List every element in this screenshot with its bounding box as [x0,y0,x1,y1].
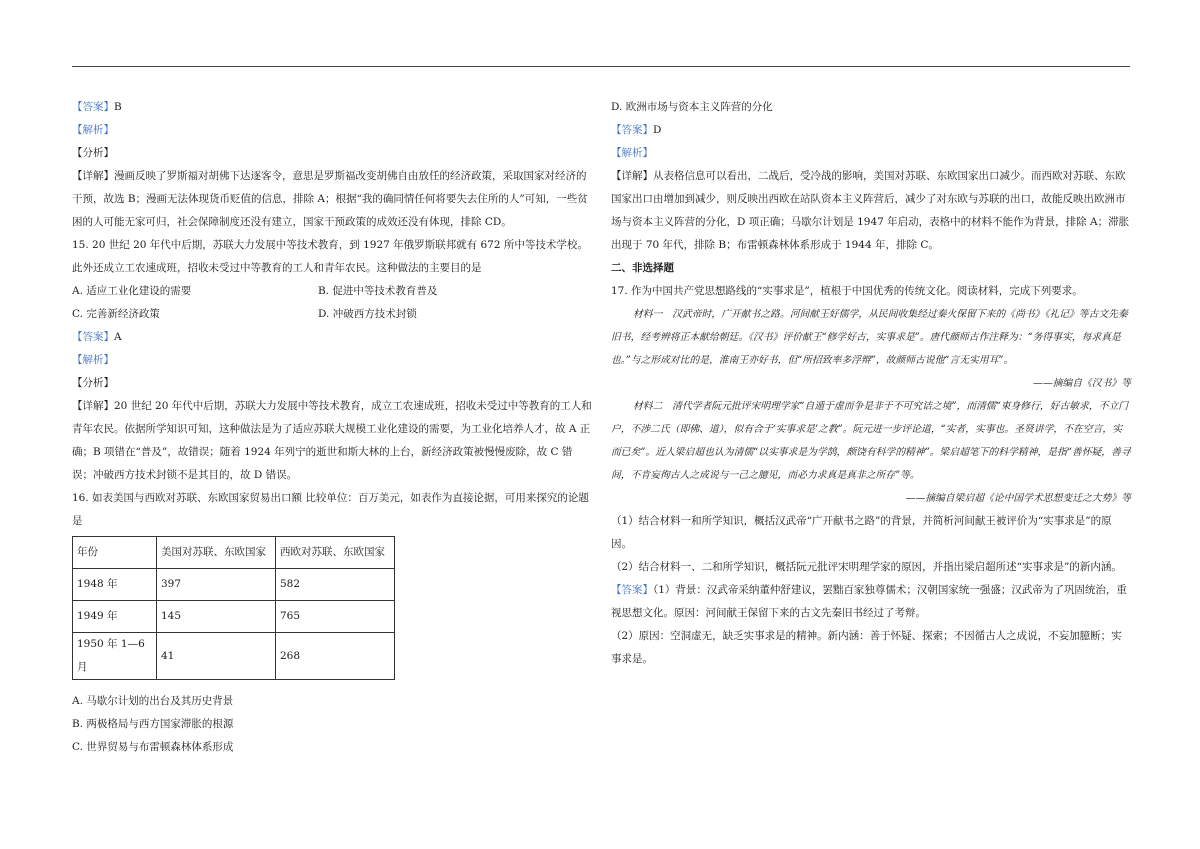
table-row [73,569,395,601]
q15-stem: 15. 20 世纪 20 年代中后期，苏联大力发展中等技术教育，到 1927 年俄罗斯联邦就有 672 所中等技术学校。此外还成立工农速成班，招收未受过中等教育的工人和青年农民。这种做法的主要目的是 [72,239,588,274]
table-header: 西欧对苏联、东欧国家 [276,537,395,569]
table-cell: 145 [157,601,276,633]
q15-option-d: D. 冲破西方技术封锁 [318,308,417,320]
q15-option-c: C. 完善新经济政策 [72,308,160,320]
q17-answer-1: 【答案】（1）背景：汉武帝采纳董仲舒建议，罢黜百家独尊儒术；汉朝国家统一强盛；汉武帝为了巩固统治，重视思想文化。原因：河间献王保留下来的古文先秦旧书经过了考辩。 [611,584,1127,619]
table-cell: 1950 年 1—6 月 [73,633,157,680]
q17-question-2: （2）结合材料一、二和所学知识，概括阮元批评宋明理学家的原因，并指出梁启超所述“实事求是”的新内涵。 [611,561,1122,573]
trade-table [72,536,395,680]
q17-question-1: （1）结合材料一和所学知识，概括汉武帝“广开献书之路”的背景，并简析河间献王被评价为“实事求是”的原因。 [611,515,1112,550]
left-column [72,96,592,759]
q15-options-row2 [72,303,592,326]
table-cell: 397 [157,569,276,601]
table-cell: 1948 年 [73,569,157,601]
q16-stem: 16. 如表美国与西欧对苏联、东欧国家贸易出口额 比较单位：百万美元，如表作为直接论据，可用来探究的论题是 [72,492,589,527]
table-cell: 765 [276,601,395,633]
table-row [73,633,395,680]
right-column [611,96,1131,671]
header-rule [72,66,1130,67]
q16-option-b: B. 两极格局与西方国家滞胀的根源 [72,718,234,730]
table-cell: 41 [157,633,276,680]
q15-explain-tag: 【解析】 [72,354,114,366]
q16-answer: 【答案】D [611,124,662,136]
material-two-source: ——摘编自梁启超《论中国学术思想变迁之大势》等 [905,493,1131,504]
material-one-source: ——摘编自《汉书》等 [1033,378,1131,389]
table-cell: 582 [276,569,395,601]
q16-option-d: D. 欧洲市场与资本主义阵营的分化 [611,101,773,113]
table-cell: 268 [276,633,395,680]
material-two: 材料二 清代学者阮元批评宋明理学家“自遁于虚而争是非于不可究诘之境”，而清儒“束身修行，好古敏求，不立门户，不涉二氏（即佛、道），似有合于‘实事求是’之教”。阮元进一步评论道，“实者，实事也。圣贤讲学，不在空言，实而已矣”。近人梁启超也认为清儒“以实事求是为学鹄，颇饶有科学的精神”。梁启超笔下的科学精神，是指“善怀疑，善寻间，不肯妄徇古人之成说与一己之臆见，而必力求真是真非之所存”等。 [611,401,1131,481]
table-header-row [73,537,395,569]
q14-analysis-tag: 【分析】 [72,147,114,159]
table-header: 年份 [73,537,157,569]
q16-detail: 【详解】从表格信息可以看出，二战后，受冷战的影响，美国对苏联、东欧国家出口减少。而西欧对苏联、东欧国家出口由增加到减少，则反映出西欧在站队资本主义阵营后，减少了对东欧与苏联的出口，故能反映出欧洲市场与资本主义阵营的分化，D 项正确；马歇尔计划是 1947 年启动，表格中的材料不能作为背景，排除 A；滞胀出现于 70 年代，排除 B；布雷顿森林体系形成于 1944 年，排除 C。 [611,170,1130,251]
q15-analysis-tag: 【分析】 [72,377,114,389]
q16-option-c: C. 世界贸易与布雷顿森林体系形成 [72,741,234,753]
q17-answer-2: （2）原因：空洞虚无，缺乏实事求是的精神。新内涵：善于怀疑、探索；不因循古人之成说，不妄加臆断；实事求是。 [611,630,1122,665]
table-header: 美国对苏联、东欧国家 [157,537,276,569]
q15-option-a: A. 适应工业化建设的需要 [72,285,192,297]
section-title: 二、非选择题 [611,262,674,274]
q15-answer: 【答案】A [72,331,122,343]
q14-detail: 【详解】漫画反映了罗斯福对胡佛下达逐客令，意思是罗斯福改变胡佛自由放任的经济政策，采取国家对经济的干预，故选 B；漫画无法体现货币贬值的信息，排除 A；根据“我的确同情任何将要失去住所的人”可知，一些贫困的人可能无家可归，社会保障制度还没有建立，国家干预政策的成效还没有体现，排除 CD。 [72,170,588,228]
q14-explain-tag: 【解析】 [72,124,114,136]
table-cell: 1949 年 [73,601,157,633]
q15-option-b: B. 促进中等技术教育普及 [318,285,438,297]
q16-option-a: A. 马歇尔计划的出台及其历史背景 [72,695,234,707]
q15-detail: 【详解】20 世纪 20 年代中后期，苏联大力发展中等技术教育，成立工农速成班，招收未受过中等教育的工人和青年农民。依据所学知识可知，这种做法是为了适应苏联大规模工业化建设的需要，为工业化培养人才，故 A 正确；B 项错在“普及”，故错误；随着 1924 年列宁的逝世和斯大林的上台，新经济政策被慢慢废除，故 C 错误；冲破西方技术封锁不是其目的，故 D 错误。 [72,400,592,481]
table-row [73,601,395,633]
q16-explain-tag: 【解析】 [611,147,653,159]
q17-stem: 17. 作为中国共产党思想路线的“实事求是”，植根于中国优秀的传统文化。阅读材料，完成下列要求。 [611,285,1083,297]
material-one: 材料一 汉武帝时，广开献书之路。河间献王好儒学，从民间收集经过秦火保留下来的《尚书》《礼记》等古文先秦旧书，经考辨将正本献给朝廷。《汉书》评价献王“修学好古，实事求是”。唐代颜师古作注释为：“务得事实，每求真是也。”与之形成对比的是，淮南王亦好书，但“所招致率多浮辩”，故颜师古说他“言无实用耳”。 [611,309,1128,366]
q15-options-row1 [72,280,592,303]
q14-answer: 【答案】B [72,101,122,113]
